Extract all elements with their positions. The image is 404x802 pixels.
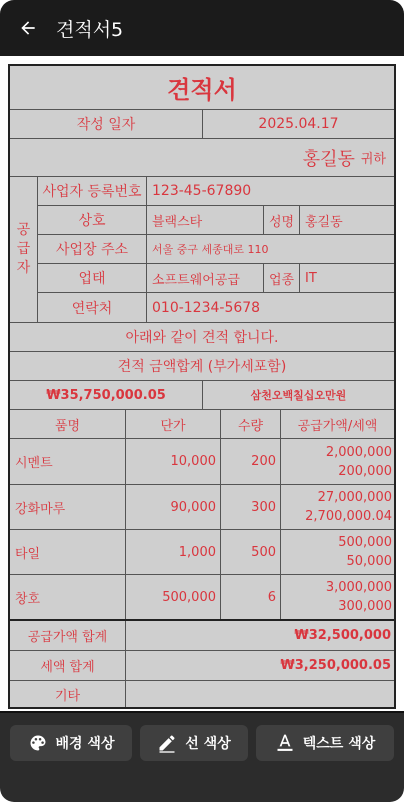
recipient-row [10, 139, 394, 177]
quote-sheet [8, 64, 396, 709]
item-tax: 50,000 [346, 554, 392, 569]
item-qty: 200 [220, 439, 280, 484]
arrow-left-icon [18, 18, 38, 38]
page-title: 견적서5 [56, 18, 124, 41]
contact-value[interactable]: 010-1234-5678 [146, 293, 394, 322]
line-color-label: 선 색상 [185, 736, 231, 752]
address-value[interactable]: 서울 중구 세종대로 110 [146, 235, 394, 263]
total-amount: ₩35,750,000.05 [46, 387, 166, 403]
industry-label: 업종 [263, 264, 299, 292]
pencil-icon [157, 733, 177, 753]
industry-value[interactable]: IT [299, 264, 394, 292]
item-unit-price: 1,000 [125, 530, 220, 574]
item-qty: 300 [220, 485, 280, 529]
statement-row [10, 323, 394, 352]
item-name: 타일 [15, 546, 41, 562]
item-qty: 6 [220, 575, 280, 619]
supplier-label: 공 급 자 [10, 177, 38, 323]
text-color-icon [275, 733, 295, 753]
supply-total-value: ₩32,500,000 [125, 621, 394, 650]
header-supply-tax: 공급가액/세액 [280, 410, 394, 438]
biz-no-label: 사업자 등록번호 [42, 184, 142, 200]
total-korean: 삼천오백칠십오만원 [202, 381, 394, 409]
etc-value[interactable] [125, 681, 394, 707]
item-name: 강화마루 [15, 501, 66, 517]
item-tax: 300,000 [338, 599, 392, 614]
palette-icon [28, 733, 48, 753]
header-item: 품명 [54, 418, 81, 434]
business-label: 업태 [78, 271, 106, 287]
recipient-name: 홍길동 [302, 148, 355, 170]
item-supply-tax [280, 575, 394, 619]
company-label: 상호 [78, 213, 106, 229]
address-label: 사업장 주소 [55, 242, 129, 258]
item-qty: 500 [220, 530, 280, 574]
table-row[interactable] [10, 439, 394, 485]
total-amount-row [10, 381, 394, 410]
items-header-row [10, 410, 394, 439]
tax-total-value: ₩3,250,000.05 [125, 651, 394, 680]
item-name: 시멘트 [15, 456, 53, 471]
contact-row [38, 293, 394, 323]
date-value[interactable]: 2025.04.17 [202, 110, 394, 138]
item-unit-price: 10,000 [125, 439, 220, 484]
item-unit-price: 500,000 [125, 575, 220, 619]
item-supply: 2,000,000 [325, 444, 392, 460]
business-value[interactable]: 소프트웨어공급 [146, 264, 263, 292]
item-name: 창호 [15, 591, 41, 607]
header-unit-price: 단가 [125, 410, 220, 438]
statement-text: 아래와 같이 견적 합니다. [125, 330, 279, 346]
item-tax: 2,700,000.04 [305, 509, 392, 524]
item-tax: 200,000 [338, 463, 392, 479]
title-row [10, 66, 394, 110]
name-label: 성명 [263, 206, 299, 234]
contact-label: 연락처 [71, 300, 113, 317]
biz-no-row [38, 177, 394, 206]
line-color-button[interactable] [140, 725, 248, 761]
total-label: 견적 금액합계 (부가세포함) [117, 359, 287, 375]
bottom-toolbar [0, 711, 404, 802]
item-supply-tax [280, 485, 394, 529]
item-supply: 3,000,000 [325, 580, 392, 595]
recipient-suffix: 귀하 [360, 152, 386, 167]
item-supply-tax [280, 530, 394, 574]
etc-row [10, 681, 394, 707]
text-color-label: 텍스트 색상 [302, 736, 376, 752]
table-row[interactable] [10, 485, 394, 530]
name-value[interactable]: 홍길동 [299, 206, 394, 234]
tax-total-row [10, 651, 394, 681]
header-qty: 수량 [220, 410, 280, 438]
tax-total-label: 세액 합계 [40, 660, 95, 675]
item-unit-price: 90,000 [125, 485, 220, 529]
background-color-label: 배경 색상 [55, 736, 115, 752]
item-supply-tax [280, 439, 394, 484]
app-bar [0, 0, 404, 56]
etc-label: 기타 [54, 688, 81, 704]
business-row [38, 264, 394, 293]
doc-title: 견적서 [167, 76, 237, 104]
back-button[interactable] [0, 0, 56, 56]
total-label-row [10, 352, 394, 381]
item-supply: 500,000 [338, 535, 392, 550]
item-supply: 27,000,000 [317, 490, 392, 505]
recipient[interactable] [10, 139, 394, 176]
biz-no-value[interactable]: 123-45-67890 [146, 177, 394, 205]
address-row [38, 235, 394, 264]
company-row [38, 206, 394, 235]
date-label: 작성 일자 [76, 117, 136, 133]
company-value[interactable]: 블랙스타 [146, 206, 263, 234]
supply-total-label: 공급가액 합계 [27, 630, 108, 645]
text-color-button[interactable] [256, 725, 394, 761]
supply-total-row [10, 621, 394, 651]
date-row [10, 110, 394, 139]
table-row[interactable] [10, 575, 394, 621]
background-color-button[interactable] [10, 725, 132, 761]
table-row[interactable] [10, 530, 394, 575]
